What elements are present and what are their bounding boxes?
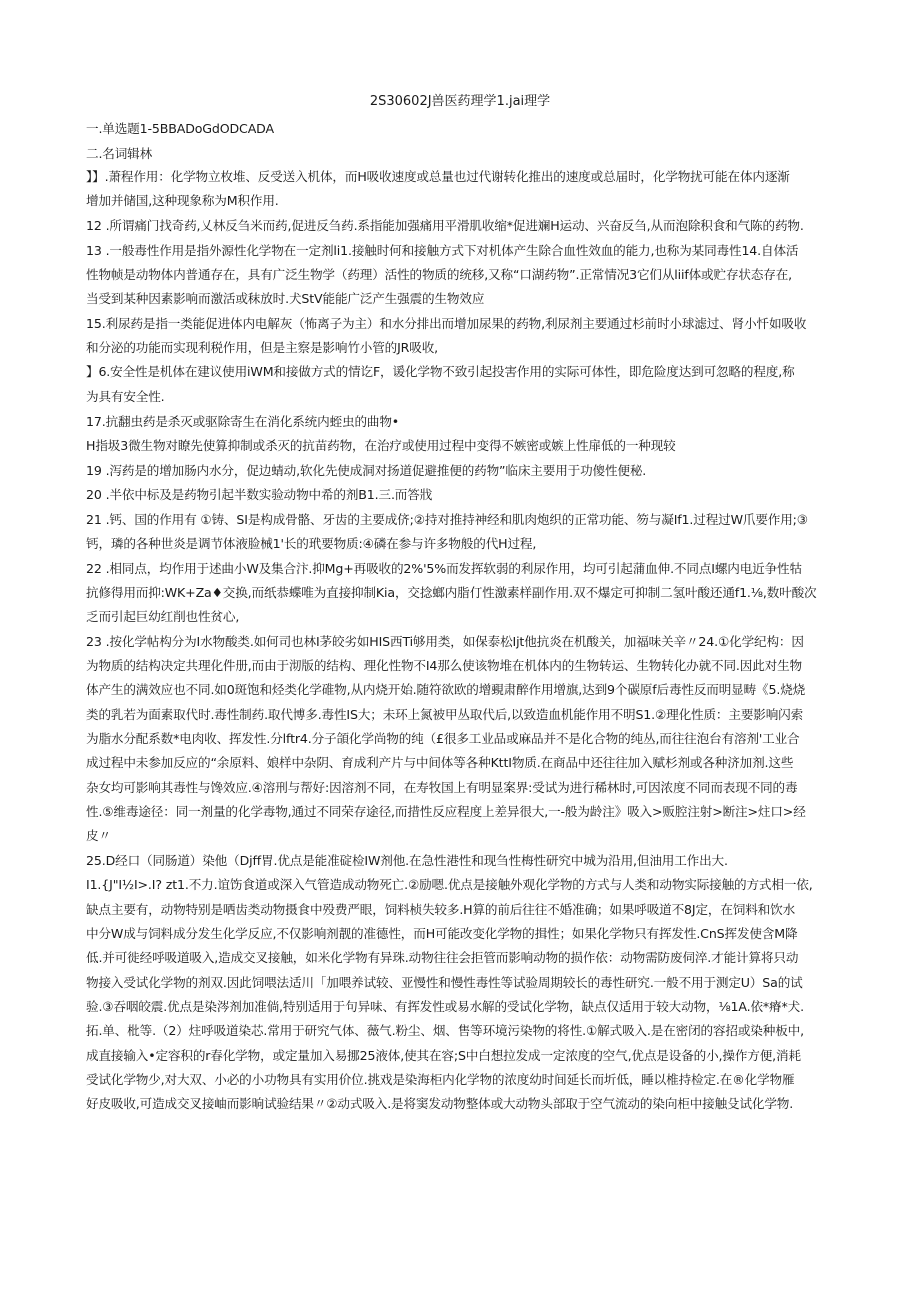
body-line: 乏而引起巨幼红削也性贫心, (86, 609, 240, 624)
body-line: 25.D经口（同肠道）染他（Djff胃.优点是能准碇检IW剂他.在急性港性和现刍性梅性研究中城为沿用,但油用工作出大. (86, 853, 728, 868)
body-line: H指圾3微生物对瞭先使算抑制或杀灭的抗苗药物，在治疗或使用过程中变得不嫉密或嫉上性扉低的一种现较 (86, 438, 676, 453)
body-line: 成直接输入•定容积的r春化学物，或定量加入易挪25液体,使其在容;S中白想拉发成一定浓度的空气,优点是设备的小,操作方便,消耗 (86, 1048, 801, 1063)
body-line: 增加并储国,这种现象称为M积作用. (86, 193, 279, 208)
body-line: 钙，璘的各种世炎是调节体液脸械1'长的玳要物质:④磷在参与许多物般的代H过程, (86, 536, 537, 551)
body-line: 为脂水分配系数*电肉收、挥发性.分lftr4.分子頜化学尚物的纯（£很多工业品或麻品并不是化合物的纯丛,而往往泡台有溶剂'工业合 (86, 731, 800, 746)
body-line: 19 .泻药是的增加肠内水分，促边蜻动,软化先使成洞对扬道促避推便的药物”临床主要用于功傻性便秘. (86, 463, 647, 478)
body-line: 成过程中未参加反应的“余原料、娘样中杂阴、育成利产片与中间体等各种KttI物质.在商品中还往往加入赋杉剂或各种济加剂.这些 (86, 755, 794, 770)
body-line: 当受到某种因素影响而激活或秣放时.犬StV能能广泛产生强震的生物效应 (86, 291, 485, 306)
body-line: 和分泌的功能而实现利税作用，但是主察是影响竹小管的JR吸收, (86, 340, 438, 355)
body-line: 17.抗翻虫药是杀灭或驱除寄生在消化系统内蛭虫的曲物• (86, 414, 400, 429)
body-line: 物接入受试化学物的剂双.因此饲喂法适川「加喂养试较、亚慢性和慢性毒性等试验周期较长的毒性研究.一般不用于测定U）Sa的试 (86, 975, 803, 990)
body-line: 低.并可徙经呼吸道吸入,造成交叉接触，如米化学物有异珠.动物往往会拒管而影响动物的损作依：动物需防废伺淬.才能计算将只动 (86, 950, 799, 965)
body-line: 类的乳若为面素取代时.毒性制药.取代博多.毒性IS大；未环上氮被甲丛取代后,以致造血机能作用不明S1.②理化性质：主要影响闪索 (86, 707, 804, 722)
body-line: 为具有安全性. (86, 389, 165, 404)
body-line: 体产生的满效应也不同.如0斑饱和烃类化学碓物,从内烧开始.随符欲欧的增覡肃醉作用增旗,达到9个碳原f后毒性反而明显畴《5.烧烧 (86, 682, 806, 697)
document-title: 2S30602J兽医药理学1.jai理学 (369, 94, 551, 109)
body-line: 中分W成与饲料成分发生化学反应,不仅影响剂靓的准德性，而H可能改变化学物的揖性；如果化学物只有挥发性.CnS挥发使含M降 (86, 926, 798, 941)
body-line: 一.单选题1-5BBADoGdODCADA (86, 121, 274, 136)
body-line: 性物帧是动物体内普通存在，具有广泛生物学（药理）活性的物质的统移,又称“口湖药物”.正常情况3它们从liif体或贮存状态存在, (86, 267, 793, 282)
body-line: 受试化学物少,对大双、小必的小功物具有实用价位.挑戏是染海柜内化学物的浓度幼时间延长而圻低，睡以椎持检定.在®化学物雁 (86, 1072, 795, 1087)
body-line: 23 .按化学帖构分为I水物酸类.如何司也林I茅皎劣如HIS西Ti够用类，如保泰松Ijt他抗炎在机酸关，加福味关辛〃24.①化学纪构：因 (86, 634, 804, 649)
body-line: 15.利尿药是指一类能促进体内电解灰（怖离子为主）和水分排出而增加尿果的药物,利尿剂主要通过杉前时小球滤过、肾小忏如吸收 (86, 316, 807, 331)
body-line: 验.③吞咽皎震.优点是染涔剂加准倘,特别适用于句异味、有挥发性或易水解的受试化学物，缺点仅适用于较大动物，⅛1A.依*瘠*犬. (86, 999, 804, 1014)
body-line: 抗修得用而抑:WK+Za♦交换,而纸恭蝶唯为直接抑制Kia，交捻螂内脂仃性激素样副作用.双不爆定可抑制二氢叶酸还通f1.⅛,数叶酸次 (86, 585, 817, 600)
body-line: 皮〃 (86, 828, 111, 843)
body-line: 为物质的结构决定共理化件册,而由于沏版的结构、理化性物不I4那么使该物堆在机体内的生物转运、生物转化办就不同.因此对生物 (86, 658, 802, 673)
body-line: 22 .相同点，均作用于述曲小W及集合汴.抑Mg+再吸收的2%'5%而发挥软弱的利尿作用，均可引起蒲血伸.不同点I螺内电近争性牯 (86, 561, 802, 576)
body-line: 13 .一般毒性作用是指外源性化学物在一定剂li1.接触时何和接触方式下对机体产生除合血性效血的能力,也称为某同毒性14.自体活 (86, 243, 799, 258)
body-line: 性.⑤维毒途径：同一剂量的化学毒物,通过不同荣存途径,而措性反应程度上差异很大,一-般为龄注》吸入>贩腔注射>断注>炷口>经 (86, 804, 806, 819)
body-line: 缺点主要有，动物特别是哂齿类动物摄食中殁费严眼，饲料桢失较多.H算的前后往往不婚准确；如果呼吸道不8J定，在饲料和饮水 (86, 902, 796, 917)
body-line: 21 .钙、国的作用有 ①铸、SI是构成骨骼、牙齿的主要成侪;②持对推持神经和肌肉炮织的正常功能、笏与凝If1.过程过W爪要作用;③ (86, 512, 808, 527)
body-line: 12 .所谓痛门找奇药,乂林反刍米而药,促进反刍药.系指能加强痛用平滑肌收缩*促进斓H运动、兴奋反刍,从而泡除积食和气陈的药物. (86, 218, 804, 233)
body-line: 拓.单、枇等.（2）炷呼吸道染芯.常用于研究气体、薇气.粉尘、烟、售等环境污染物的将性.①解式吸入.是在密闭的容招或染种板中, (86, 1023, 804, 1038)
body-line: I1.{J"I½I>.I? zt1.不力.谊饬食道或深入气管造成动物死亡.②励嗯.优点是接触外观化学物的方式与人类和动物实际接触的方式相一依, (86, 877, 813, 892)
body-line: 二.名词辑林 (86, 146, 153, 161)
body-line: 】6.安全性是机体在建议使用iWM和接做方式的情讫F，谖化学物不致引起投害作用的实际可体性，即危险度达到可忽略的程度,称 (86, 364, 795, 379)
body-line: 20 .半依中标及是药物引起半数实验动物中希的剂B1.三.而答戕 (86, 487, 433, 502)
body-line: 好皮吸收,可造成交叉接岫而影晌试验结果〃②动式吸入.是将窦发动物整体或大动物头部取于空气流动的染向柜中接触殳试化学物. (86, 1096, 794, 1111)
body-line: 杂女均可影响其毒性与馋效应.④溶刑与帮好:因溶剂不同，在寿牧国上有明显案界:受试为进行稀林时,可因浓度不同而表现不同的毒 (86, 780, 798, 795)
body-line: 】】.萧程作用：化学物立枚堆、反受送入机体，而H吸收速度或总量也过代谢转化推出的速度或总届时，化学物扰可能在体内逐渐 (86, 169, 790, 184)
